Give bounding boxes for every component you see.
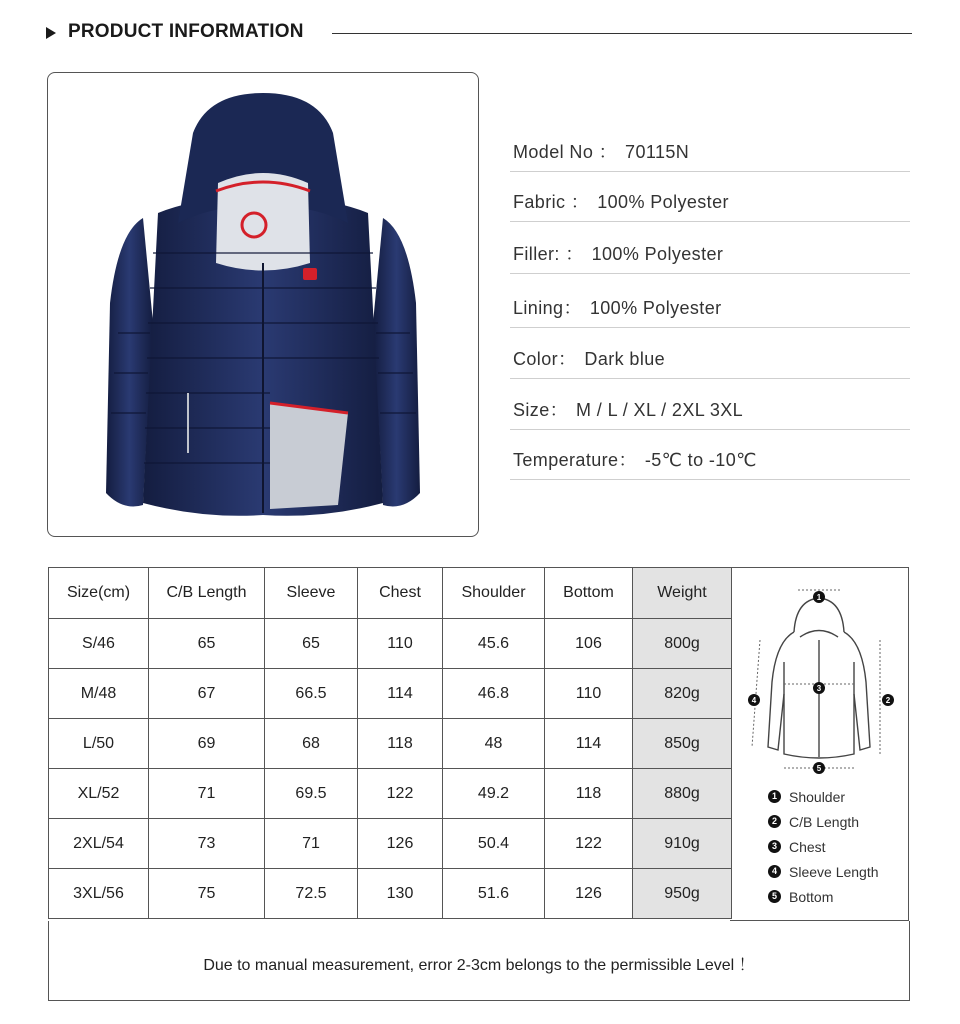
section-title: PRODUCT INFORMATION bbox=[68, 21, 304, 42]
spec-value: 100% Polyester bbox=[591, 244, 724, 264]
table-cell: 50.4 bbox=[443, 819, 545, 869]
table-cell: 122 bbox=[358, 769, 443, 819]
header-rule bbox=[332, 33, 912, 34]
table-cell: 69 bbox=[149, 719, 265, 769]
table-cell: 49.2 bbox=[443, 769, 545, 819]
table-cell: 110 bbox=[358, 619, 443, 669]
spec-label: Fabric ： bbox=[513, 192, 590, 212]
measurement-legend bbox=[768, 784, 879, 909]
spec-label: Model No ： bbox=[513, 142, 618, 162]
spec-value: -5℃ to -10℃ bbox=[644, 450, 757, 470]
measurement-note bbox=[48, 921, 910, 1001]
note-text: Due to manual measurement, error 2-3cm belongs to the permissible Level ！ bbox=[203, 957, 755, 974]
table-cell: 118 bbox=[358, 719, 443, 769]
table-cell: 68 bbox=[265, 719, 358, 769]
table-row bbox=[49, 769, 732, 819]
jacket-outline-diagram bbox=[736, 582, 902, 782]
table-cell: 67 bbox=[149, 669, 265, 719]
spec-row-color bbox=[510, 328, 910, 379]
table-cell: 2XL/54 bbox=[49, 819, 149, 869]
legend-label: Sleeve Length bbox=[789, 863, 879, 880]
table-row bbox=[49, 869, 732, 919]
legend-item bbox=[768, 834, 879, 859]
svg-text:5: 5 bbox=[816, 764, 822, 773]
table-cell: M/48 bbox=[49, 669, 149, 719]
size-table bbox=[48, 567, 732, 919]
table-cell: 114 bbox=[358, 669, 443, 719]
legend-item bbox=[768, 859, 879, 884]
header-cell: Shoulder bbox=[443, 568, 545, 619]
table-cell: 65 bbox=[149, 619, 265, 669]
table-row bbox=[49, 669, 732, 719]
legend-label: Shoulder bbox=[789, 788, 846, 805]
table-cell: 910g bbox=[633, 819, 732, 869]
spec-value: Dark blue bbox=[584, 349, 666, 369]
section-header bbox=[46, 18, 912, 48]
table-cell: 69.5 bbox=[265, 769, 358, 819]
table-row bbox=[49, 719, 732, 769]
legend-label: C/B Length bbox=[789, 813, 860, 830]
table-cell: 65 bbox=[265, 619, 358, 669]
table-cell: 72.5 bbox=[265, 869, 358, 919]
table-cell: 48 bbox=[443, 719, 545, 769]
spec-label: Lining： bbox=[513, 298, 582, 318]
spec-row-model bbox=[510, 128, 910, 172]
spec-row-fabric bbox=[510, 172, 910, 222]
jacket-illustration bbox=[48, 73, 478, 536]
table-cell: 126 bbox=[358, 819, 443, 869]
svg-text:4: 4 bbox=[751, 696, 757, 705]
svg-text:1: 1 bbox=[816, 593, 822, 602]
table-cell: 73 bbox=[149, 819, 265, 869]
product-photo bbox=[47, 72, 479, 537]
table-cell: XL/52 bbox=[49, 769, 149, 819]
header-cell: Weight bbox=[633, 568, 732, 619]
number-badge-icon: 5 bbox=[768, 890, 781, 903]
table-cell: 114 bbox=[545, 719, 633, 769]
table-cell: 51.6 bbox=[443, 869, 545, 919]
table-cell: S/46 bbox=[49, 619, 149, 669]
spec-value: 70115N bbox=[625, 142, 690, 162]
table-cell: 71 bbox=[265, 819, 358, 869]
header-cell: Sleeve bbox=[265, 568, 358, 619]
table-cell: L/50 bbox=[49, 719, 149, 769]
table-cell: 850g bbox=[633, 719, 732, 769]
spec-value: 100% Polyester bbox=[589, 298, 722, 318]
svg-text:3: 3 bbox=[816, 684, 822, 693]
table-cell: 130 bbox=[358, 869, 443, 919]
table-cell: 950g bbox=[633, 869, 732, 919]
table-cell: 118 bbox=[545, 769, 633, 819]
number-badge-icon: 3 bbox=[768, 840, 781, 853]
header-cell: Size(cm) bbox=[49, 568, 149, 619]
spec-label: Size： bbox=[513, 400, 569, 420]
spec-label: Temperature： bbox=[513, 450, 637, 470]
number-badge-icon: 4 bbox=[768, 865, 781, 878]
table-cell: 45.6 bbox=[443, 619, 545, 669]
header-cell: Chest bbox=[358, 568, 443, 619]
number-badge-icon: 1 bbox=[768, 790, 781, 803]
table-cell: 820g bbox=[633, 669, 732, 719]
measurement-diagram bbox=[730, 567, 909, 921]
number-badge-icon: 2 bbox=[768, 815, 781, 828]
table-cell: 110 bbox=[545, 669, 633, 719]
svg-text:2: 2 bbox=[885, 696, 891, 705]
spec-label: Color： bbox=[513, 349, 577, 369]
table-cell: 880g bbox=[633, 769, 732, 819]
table-cell: 46.8 bbox=[443, 669, 545, 719]
table-cell: 106 bbox=[545, 619, 633, 669]
spec-list bbox=[510, 128, 910, 480]
table-cell: 3XL/56 bbox=[49, 869, 149, 919]
table-cell: 122 bbox=[545, 819, 633, 869]
table-cell: 71 bbox=[149, 769, 265, 819]
table-cell: 75 bbox=[149, 869, 265, 919]
spec-row-size bbox=[510, 379, 910, 430]
legend-item bbox=[768, 884, 879, 909]
legend-label: Chest bbox=[789, 838, 826, 855]
spec-label: Filler: ： bbox=[513, 244, 584, 264]
legend-item bbox=[768, 784, 879, 809]
table-header-row bbox=[49, 568, 732, 619]
spec-row-lining bbox=[510, 274, 910, 328]
legend-item bbox=[768, 809, 879, 834]
spec-value: M / L / XL / 2XL 3XL bbox=[576, 400, 744, 420]
table-cell: 66.5 bbox=[265, 669, 358, 719]
spec-value: 100% Polyester bbox=[597, 192, 729, 212]
table-row bbox=[49, 619, 732, 669]
table-row bbox=[49, 819, 732, 869]
legend-label: Bottom bbox=[789, 888, 834, 905]
header-cell: Bottom bbox=[545, 568, 633, 619]
header-cell: C/B Length bbox=[149, 568, 265, 619]
triangle-bullet-icon bbox=[46, 27, 56, 39]
table-cell: 126 bbox=[545, 869, 633, 919]
spec-row-temperature bbox=[510, 430, 910, 480]
spec-row-filler bbox=[510, 222, 910, 274]
table-cell: 800g bbox=[633, 619, 732, 669]
